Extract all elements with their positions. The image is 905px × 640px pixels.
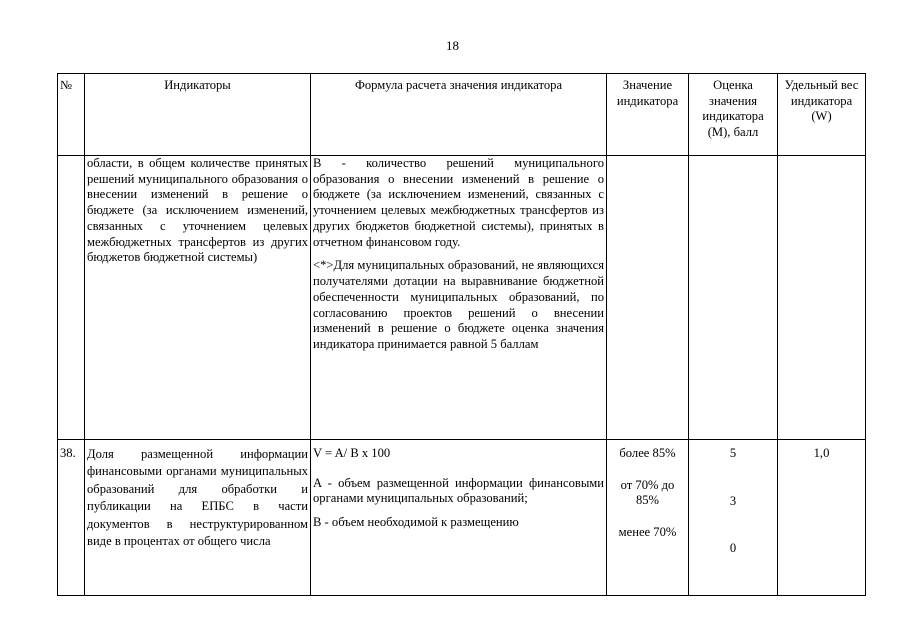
score-value: 0 — [729, 541, 737, 556]
header-score: Оценка значения индикатора (М), балл — [689, 74, 778, 156]
formula-equation: V = A/ B x 100 — [313, 446, 391, 460]
formula-text: B - количество решений муниципального образования о внесении изменений в решение о бюджете (за исключением изменений, связанных с уточнением целевых межбюджетных трансфертов из других бюджетов бюджетной системы), принятых в отчетном финансовом году. — [313, 156, 604, 249]
cell-number — [58, 156, 85, 440]
cell-number: 38. — [58, 440, 85, 596]
cell-score — [689, 156, 778, 440]
cell-indicator — [85, 156, 311, 440]
indicators-table — [57, 73, 866, 596]
cell-score — [689, 440, 778, 596]
cell-indicator — [85, 440, 311, 596]
formula-note: <*>Для муниципальных образований, не являющихся получателями дотации на выравнивание бюджетной обеспеченности муниципальных образований, по согласованию проектов решений о внесении изменений в решение о бюджете оценка значения индикатора принимается равной 5 баллам — [313, 258, 604, 352]
formula-definition-a: A - объем размещенной информации финансовыми органами муниципальных образований; — [313, 475, 604, 506]
table-row — [58, 440, 866, 596]
header-weight: Удельный вес индикатора (W) — [778, 74, 866, 156]
header-value: Значение индикатора — [607, 74, 689, 156]
value-range: от 70% до 85% — [620, 477, 675, 508]
score-value: 5 — [729, 446, 737, 460]
score-value: 3 — [729, 493, 737, 508]
cell-value — [607, 156, 689, 440]
cell-weight — [778, 156, 866, 440]
cell-value — [607, 440, 689, 596]
cell-formula — [311, 156, 607, 440]
header-number: № — [58, 74, 85, 156]
indicator-text: Доля размещенной информации финансовыми органами муниципальных образований для обработки и публикации на ЕПБС в части документов в неструктурированном виде в процентах от общего числа — [87, 447, 308, 548]
value-range: более 85% — [619, 446, 676, 460]
indicator-text: области, в общем количестве принятых решений муниципального образования о внесении изменений в решение о бюджете (за исключением изменений, связанных с уточнением целевых межбюджетных трансфертов из других бюджетов бюджетной системы) — [87, 156, 308, 265]
page-number: 18 — [446, 38, 459, 53]
weight-value: 1,0 — [813, 446, 830, 460]
header-indicators: Индикаторы — [85, 74, 311, 156]
header-formula: Формула расчета значения индикатора — [311, 74, 607, 156]
table-header-row — [58, 74, 866, 156]
formula-definition-b: B - объем необходимой к размещению — [313, 515, 519, 530]
cell-formula — [311, 440, 607, 596]
value-range: менее 70% — [618, 525, 677, 540]
cell-weight — [778, 440, 866, 596]
table-row — [58, 156, 866, 440]
